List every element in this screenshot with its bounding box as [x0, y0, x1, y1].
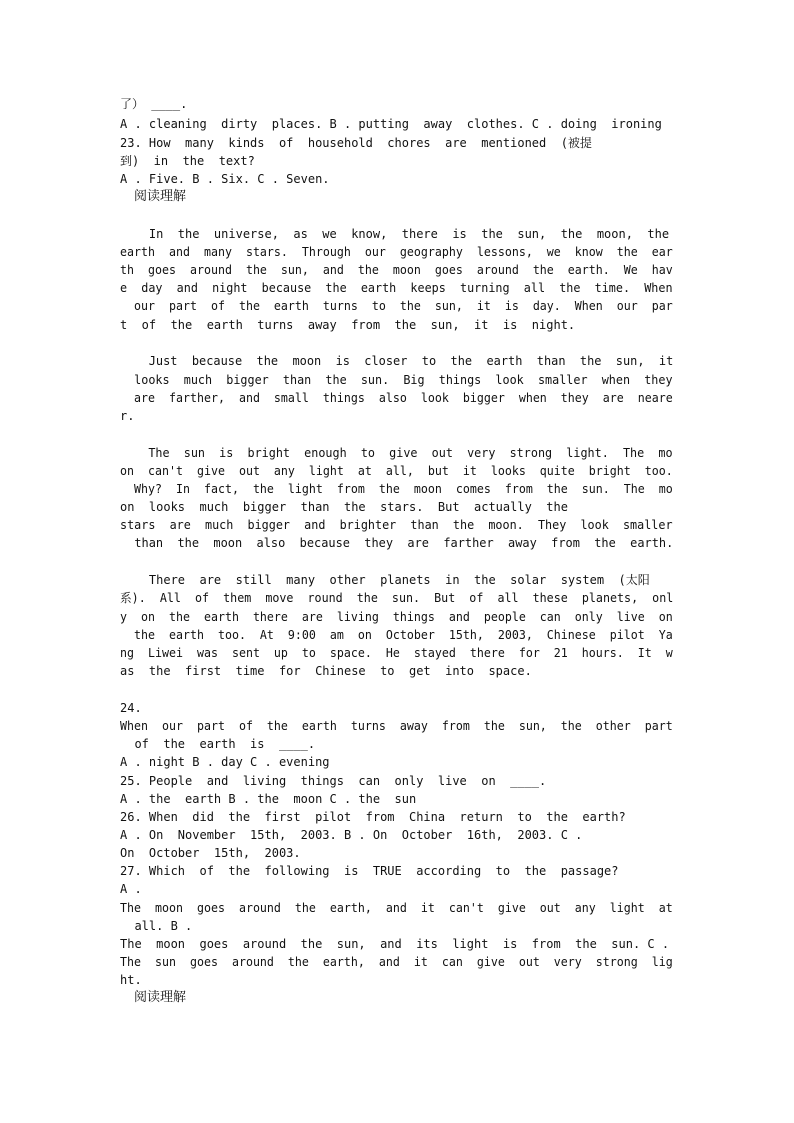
passage-line: the earth too. At 9:00 am on October 15th, 2003, Chinese pilot Ya — [120, 628, 673, 642]
question-22-options: A . cleaning dirty places. B . putting away clothes. C . doing ironing — [120, 117, 662, 131]
passage-line: earth and many stars. Through our geography lessons, we know the ear — [120, 245, 673, 259]
passage-line: Why? In fact, the light from the moon comes from the sun. The mo — [120, 482, 673, 496]
question-24-stem: When our part of the earth turns away from the sun, the other part — [120, 719, 673, 733]
question-23-options: A . Five. B . Six. C . Seven. — [120, 172, 330, 186]
question-23-stem: 23. How many kinds of household chores are mentioned (被提 — [120, 136, 592, 150]
question-23-stem-cont: 到) in the text? — [120, 154, 255, 168]
question-22-blank-line: 了） ____. — [120, 97, 188, 111]
question-26-stem: 26. When did the first pilot from China return to the earth? — [120, 810, 626, 824]
passage-line: t of the earth turns away from the sun, it is night. — [120, 318, 576, 332]
passage-line: as the first time for Chinese to get into space. — [120, 664, 532, 678]
question-27-option-c: The sun goes around the earth, and it can give out very strong lig — [120, 955, 673, 969]
passage-line: on can't give out any light at all, but it looks quite bright too. — [120, 464, 673, 478]
passage-line: y on the earth there are living things and people can only live on — [120, 610, 673, 624]
question-27-option-c-cont: ht. — [120, 973, 142, 987]
question-26-option-c: On October 15th, 2003. — [120, 846, 301, 860]
passage-line: our part of the earth turns to the sun, it is day. When our par — [120, 299, 673, 313]
passage-line: 系). All of them move round the sun. But of all these planets, onl — [120, 591, 674, 605]
passage-line: looks much bigger than the sun. Big things look smaller when they — [120, 373, 673, 387]
question-24-options: A . night B . day C . evening — [120, 755, 330, 769]
passage-line: Just because the moon is closer to the earth than the sun, it — [120, 354, 674, 368]
passage-line: are farther, and small things also look bigger when they are neare — [120, 391, 673, 405]
question-27-option-b-label: all. B . — [120, 919, 193, 933]
passage-line: than the moon also because they are farther away from the earth. — [120, 536, 674, 550]
passage-line: ng Liwei was sent up to space. He stayed there for 21 hours. It w — [120, 646, 673, 660]
section-label: 阅读理解 — [134, 189, 187, 204]
question-27-option-a-label: A . — [120, 882, 142, 896]
section-label: 阅读理解 — [134, 990, 187, 1005]
question-27-option-a: The moon goes around the earth, and it can't give out any light at — [120, 901, 673, 915]
question-27-option-b: The moon goes around the sun, and its light is from the sun. C . — [120, 937, 670, 951]
question-25-stem: 25. People and living things can only live on ____. — [120, 774, 547, 788]
question-25-options: A . the earth B . the moon C . the sun — [120, 792, 417, 806]
passage-line: In the universe, as we know, there is the sun, the moon, the — [120, 227, 670, 241]
question-24-stem-cont: of the earth is ____. — [120, 737, 316, 751]
passage-line: stars are much bigger and brighter than the moon. They look smaller — [120, 518, 673, 532]
passage-line: The sun is bright enough to give out very strong light. The mo — [120, 446, 673, 460]
passage-line: There are still many other planets in the solar system (太阳 — [120, 573, 650, 587]
passage-line: r. — [120, 409, 135, 423]
question-24-number: 24. — [120, 701, 142, 715]
question-26-options: A . On November 15th, 2003. B . On October 16th, 2003. C . — [120, 828, 583, 842]
passage-line: e day and night because the earth keeps turning all the time. When — [120, 281, 673, 295]
passage-line: th goes around the sun, and the moon goes around the earth. We hav — [120, 263, 673, 277]
passage-line: on looks much bigger than the stars. But actually the — [120, 500, 568, 514]
question-27-stem: 27. Which of the following is TRUE according to the passage? — [120, 864, 619, 878]
